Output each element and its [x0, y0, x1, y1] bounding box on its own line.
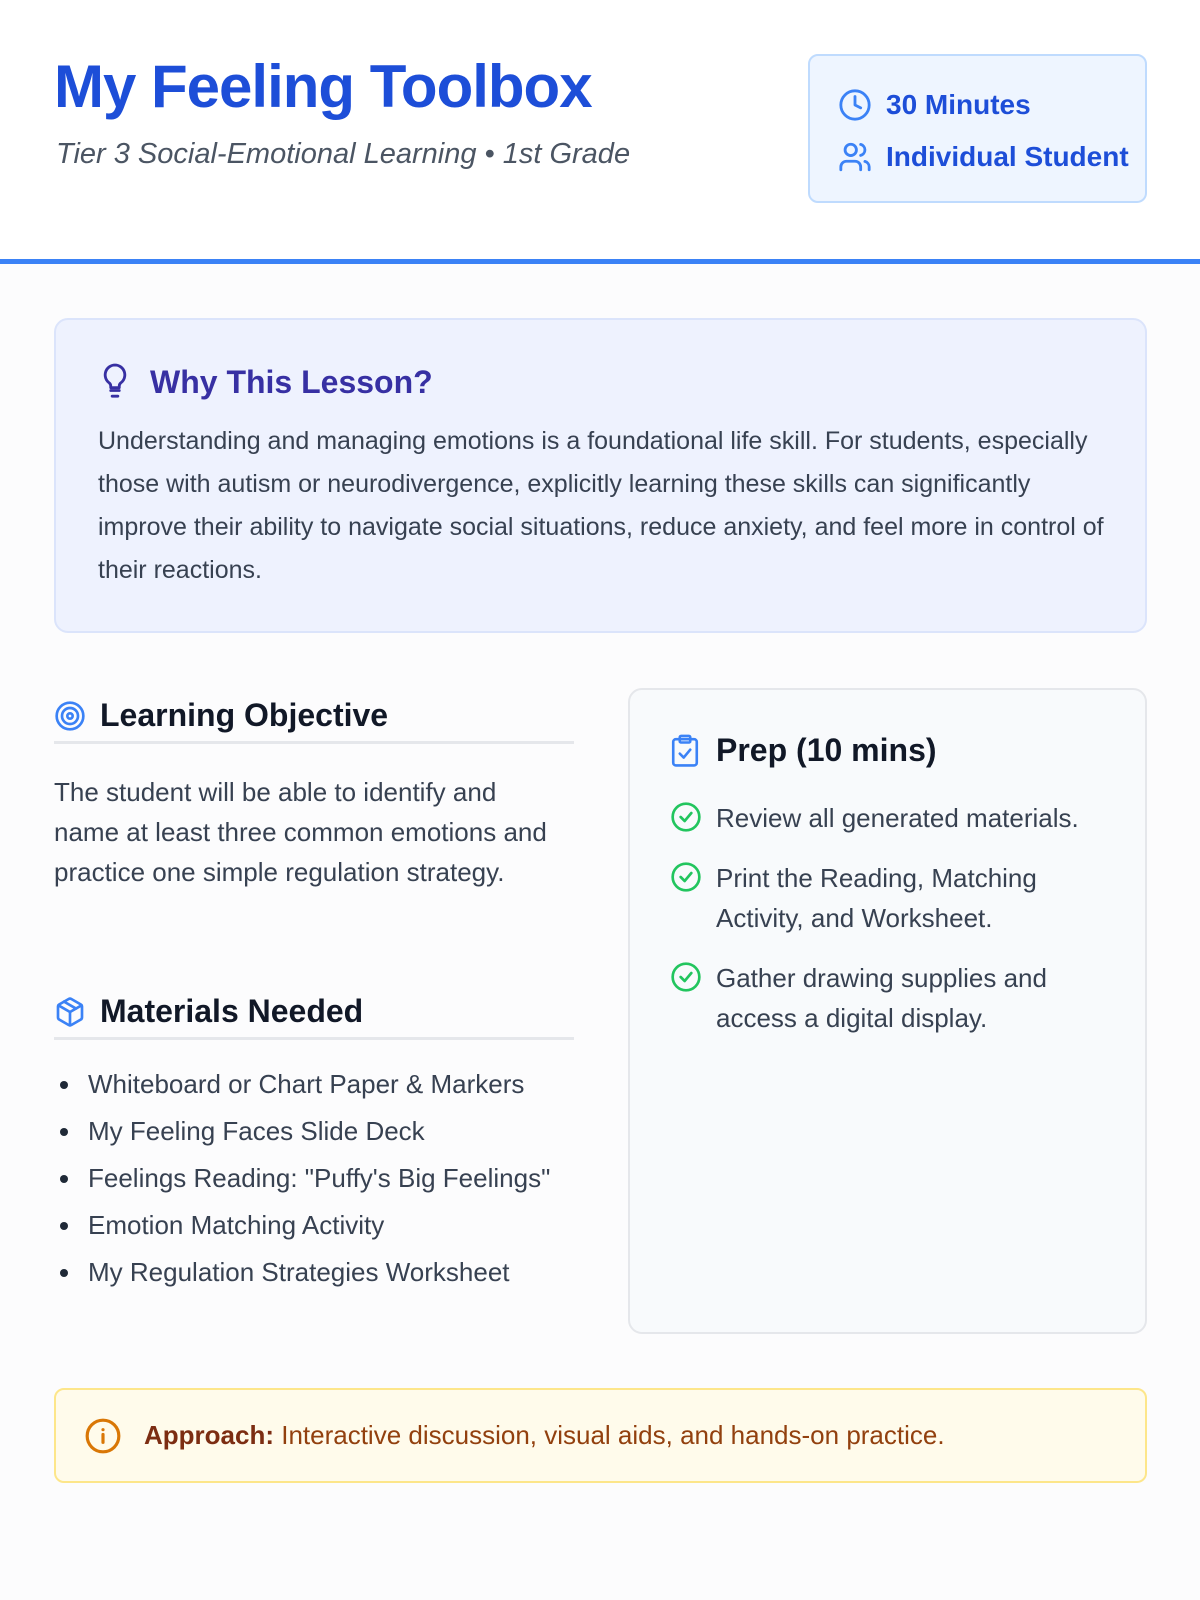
lightbulb-icon: [98, 362, 132, 402]
prep-heading-row: [670, 732, 937, 769]
list-item: My Regulation Strategies Worksheet: [54, 1252, 584, 1292]
grouping-row: [838, 140, 1129, 174]
prep-card: [628, 688, 1147, 1334]
clipboard-check-icon: [670, 734, 700, 768]
prep-checklist: [670, 798, 1110, 1058]
list-item: [670, 798, 1110, 838]
why-body-text: Understanding and managing emotions is a foundational life skill. For students, especially those with autism or neurodivergence, explicitly learning these skills can significantly improve their ability to navigate social situations, reduce anxiety, and feel more in control of their reactions.: [98, 427, 1104, 584]
lesson-header: [0, 0, 1200, 264]
prep-item-text: Gather drawing supplies and access a digital display.: [716, 963, 1047, 1033]
page-title: My Feeling Toolbox: [54, 53, 592, 120]
list-item: Whiteboard or Chart Paper & Markers: [54, 1064, 584, 1104]
list-item: [670, 958, 1110, 1038]
info-icon: [84, 1417, 122, 1455]
materials-heading: Materials Needed: [100, 993, 364, 1029]
approach-text: Interactive discussion, visual aids, and hands-on practice.: [274, 1420, 945, 1450]
why-this-lesson-card: [54, 318, 1147, 633]
prep-heading: Prep (10 mins): [716, 732, 937, 768]
list-item: Emotion Matching Activity: [54, 1205, 584, 1245]
why-heading-row: [98, 362, 433, 402]
check-circle-icon: [670, 961, 702, 993]
objective-heading: Learning Objective: [100, 697, 389, 733]
check-circle-icon: [670, 801, 702, 833]
lesson-meta-box: [808, 54, 1147, 203]
duration-row: [838, 88, 1031, 122]
users-icon: [838, 140, 872, 174]
approach-callout: [54, 1388, 1147, 1483]
clock-icon: [838, 88, 872, 122]
duration-text: 30 Minutes: [886, 89, 1031, 120]
objective-heading-row: [54, 690, 574, 744]
list-item: My Feeling Faces Slide Deck: [54, 1111, 584, 1151]
prep-item-text: Print the Reading, Matching Activity, and Worksheet.: [716, 863, 1037, 933]
approach-text-block: [144, 1420, 945, 1451]
package-icon: [54, 996, 86, 1028]
approach-label: Approach:: [144, 1420, 274, 1450]
page-subtitle: Tier 3 Social-Emotional Learning • 1st Grade: [56, 138, 631, 170]
list-item: Feelings Reading: "Puffy's Big Feelings": [54, 1158, 584, 1198]
list-item: [670, 858, 1110, 938]
materials-list: [54, 1064, 584, 1299]
check-circle-icon: [670, 861, 702, 893]
materials-heading-row: [54, 986, 574, 1040]
grouping-text: Individual Student: [886, 141, 1129, 172]
objective-text: The student will be able to identify and name at least three common emotions and practice one simple regulation strategy.: [54, 777, 547, 887]
why-heading: Why This Lesson?: [150, 363, 433, 400]
target-icon: [54, 700, 86, 732]
prep-item-text: Review all generated materials.: [716, 803, 1079, 833]
